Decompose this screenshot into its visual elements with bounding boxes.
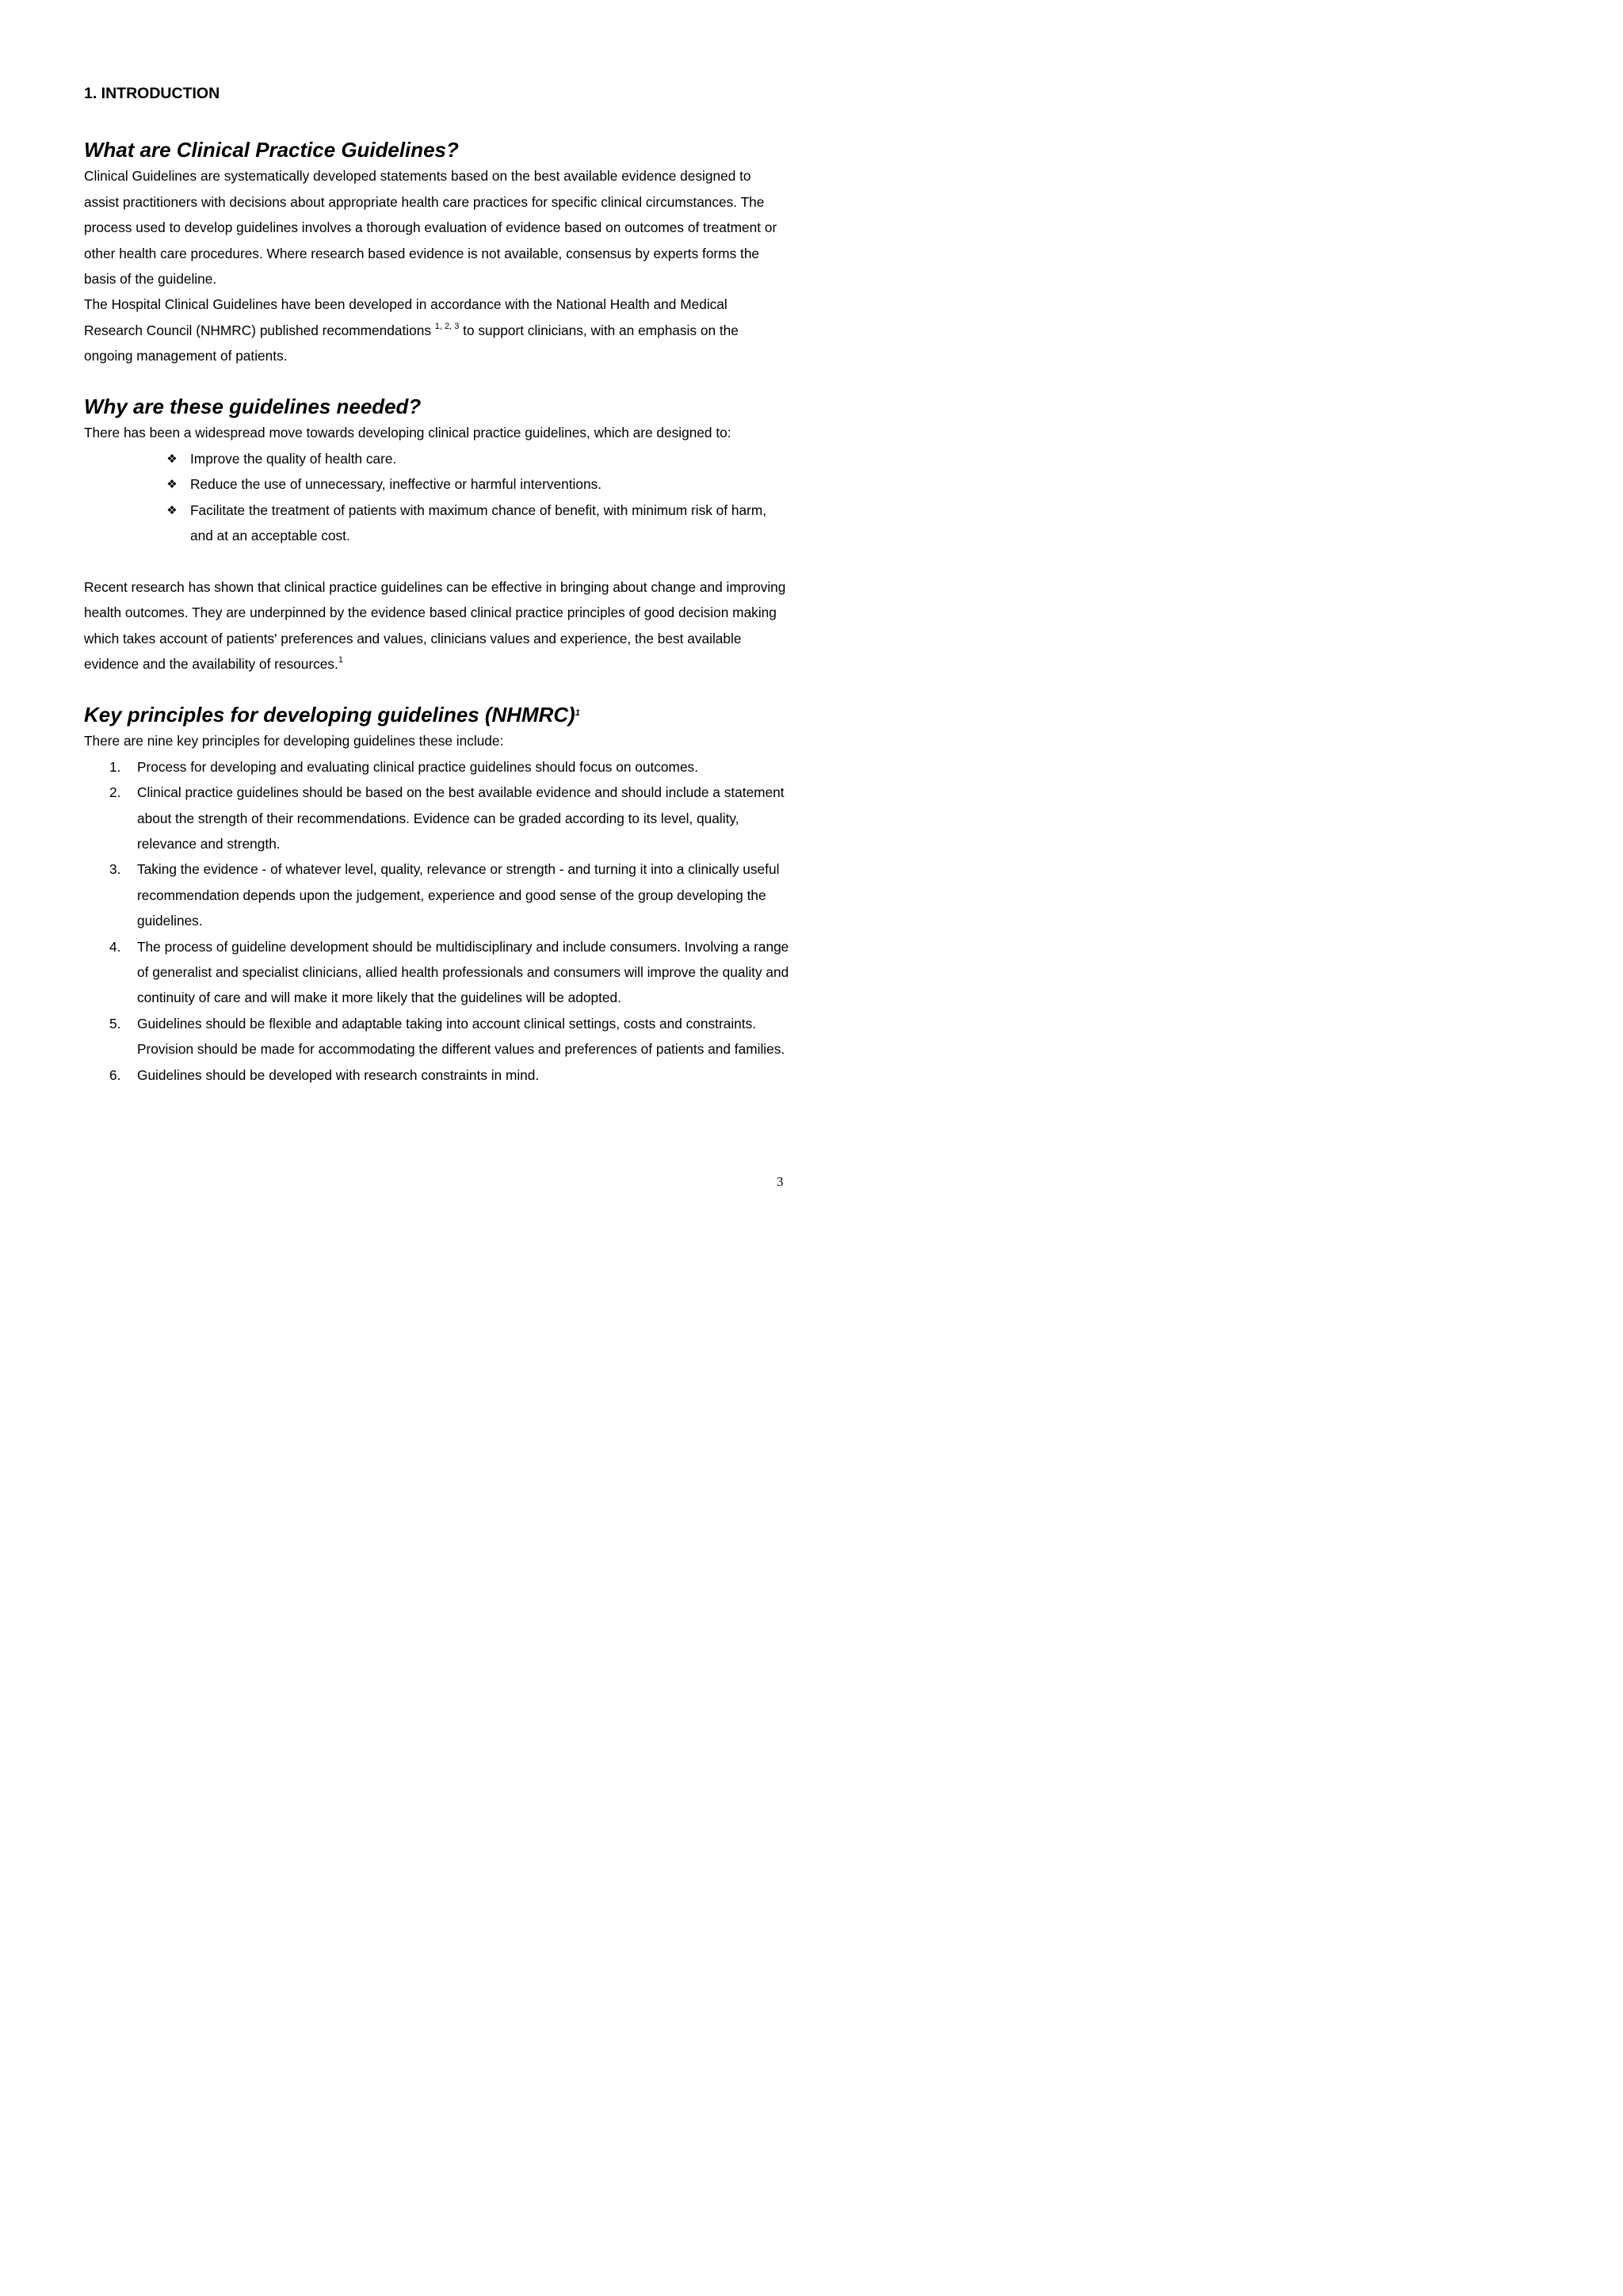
- list-number: 2.: [109, 784, 121, 801]
- bullet-text: Reduce the use of unnecessary, ineffective or harmful interventions.: [190, 476, 602, 493]
- paragraph-nhmrc-text-end: to support clinicians, with an emphasis on the ongoing management of patients.: [84, 322, 739, 364]
- page-content: [84, 82, 789, 1088]
- page-number: 3: [777, 1174, 784, 1189]
- list-item: [109, 754, 789, 780]
- diamond-bullet-icon: ❖: [166, 451, 178, 466]
- subheading-what-are-guidelines: What are Clinical Practice Guidelines?: [84, 139, 459, 162]
- list-item: [109, 934, 789, 1011]
- bullet-list: [84, 446, 789, 549]
- list-item-text: Clinical practice guidelines should be based on the best available evidence and should include a statement about the strength of their recommendations. Evidence can be graded according to its level, quality, relevance and strength.: [137, 784, 785, 852]
- paragraph-nhmrc-text: The Hospital Clinical Guidelines have been developed in accordance with the National Health and Medical Research Council (NHMRC) published recommendations: [84, 296, 727, 338]
- list-item-text: Guidelines should be developed with research constraints in mind.: [137, 1066, 540, 1083]
- bullet-item: [164, 498, 789, 549]
- list-item-text: The process of guideline development should be multidisciplinary and include consumers. Involving a range of generalist and specialist clinicians, allied health professionals and consumers will improve the quality and continuity of care and will make it more likely that the guidelines will be adopted.: [137, 938, 789, 1006]
- diamond-bullet-icon: ❖: [166, 502, 178, 517]
- list-number: 6.: [109, 1066, 121, 1083]
- list-item: [109, 780, 789, 856]
- bullet-text: Facilitate the treatment of patients with maximum chance of benefit, with minimum risk of harm, and at an acceptable cost.: [190, 502, 767, 544]
- list-item: [109, 856, 789, 933]
- list-item-text: Taking the evidence - of whatever level, quality, relevance or strength - and turning it into a clinically useful recommendation depends upon the judgement, experience and good sense of the group developing the guidelines.: [137, 861, 780, 929]
- list-item-text: Process for developing and evaluating clinical practice guidelines should focus on outcomes.: [137, 758, 698, 775]
- paragraph-principles-intro: There are nine key principles for developing guidelines these include:: [84, 733, 504, 749]
- paragraph-research-text: Recent research has shown that clinical practice guidelines can be effective in bringing about change and improving health outcomes. They are underpinned by the evidence based clinical practice principles of good decision making which takes account of patients' preferences and values, clinicians values and experience, the best available evidence and the availability of resources.: [84, 578, 786, 673]
- paragraph-why-intro: There has been a widespread move towards developing clinical practice guidelines, which are designed to:: [84, 425, 731, 441]
- citation-superscript: 1, 2, 3: [434, 321, 460, 331]
- list-item-text: Guidelines should be flexible and adaptable taking into account clinical settings, costs and constraints. Provision should be made for accommodating the different values and preferences of patients and families.: [137, 1015, 785, 1058]
- list-number: 4.: [109, 938, 121, 955]
- subheading-why-needed: Why are these guidelines needed?: [84, 396, 422, 419]
- citation-superscript: 1: [338, 655, 343, 666]
- diamond-bullet-icon: ❖: [166, 477, 178, 492]
- numbered-list: [84, 754, 789, 1088]
- citation-superscript: 1: [575, 707, 580, 718]
- list-number: 1.: [109, 758, 121, 775]
- paragraph-research: [84, 574, 789, 677]
- paragraph-definition: Clinical Guidelines are systematically developed statements based on the best available evidence designed to assist practitioners with decisions about appropriate health care practices for specific clinical circumstances. The process used to develop guidelines involves a thorough evaluation of evidence based on outcomes of treatment or other health care procedures. Where research based evidence is not available, consensus by experts forms the basis of the guideline.: [84, 168, 777, 288]
- list-item: [109, 1062, 789, 1088]
- paragraph-nhmrc: [84, 292, 789, 368]
- bullet-item: [164, 446, 789, 471]
- bullet-text: Improve the quality of health care.: [190, 450, 397, 467]
- list-number: 3.: [109, 861, 121, 878]
- section-heading: 1. INTRODUCTION: [84, 85, 220, 102]
- list-item: [109, 1011, 789, 1062]
- bullet-item: [164, 471, 789, 497]
- list-number: 5.: [109, 1015, 121, 1032]
- subheading-key-principles-text: Key principles for developing guidelines (NHMRC): [84, 704, 575, 727]
- subheading-key-principles: [84, 703, 789, 728]
